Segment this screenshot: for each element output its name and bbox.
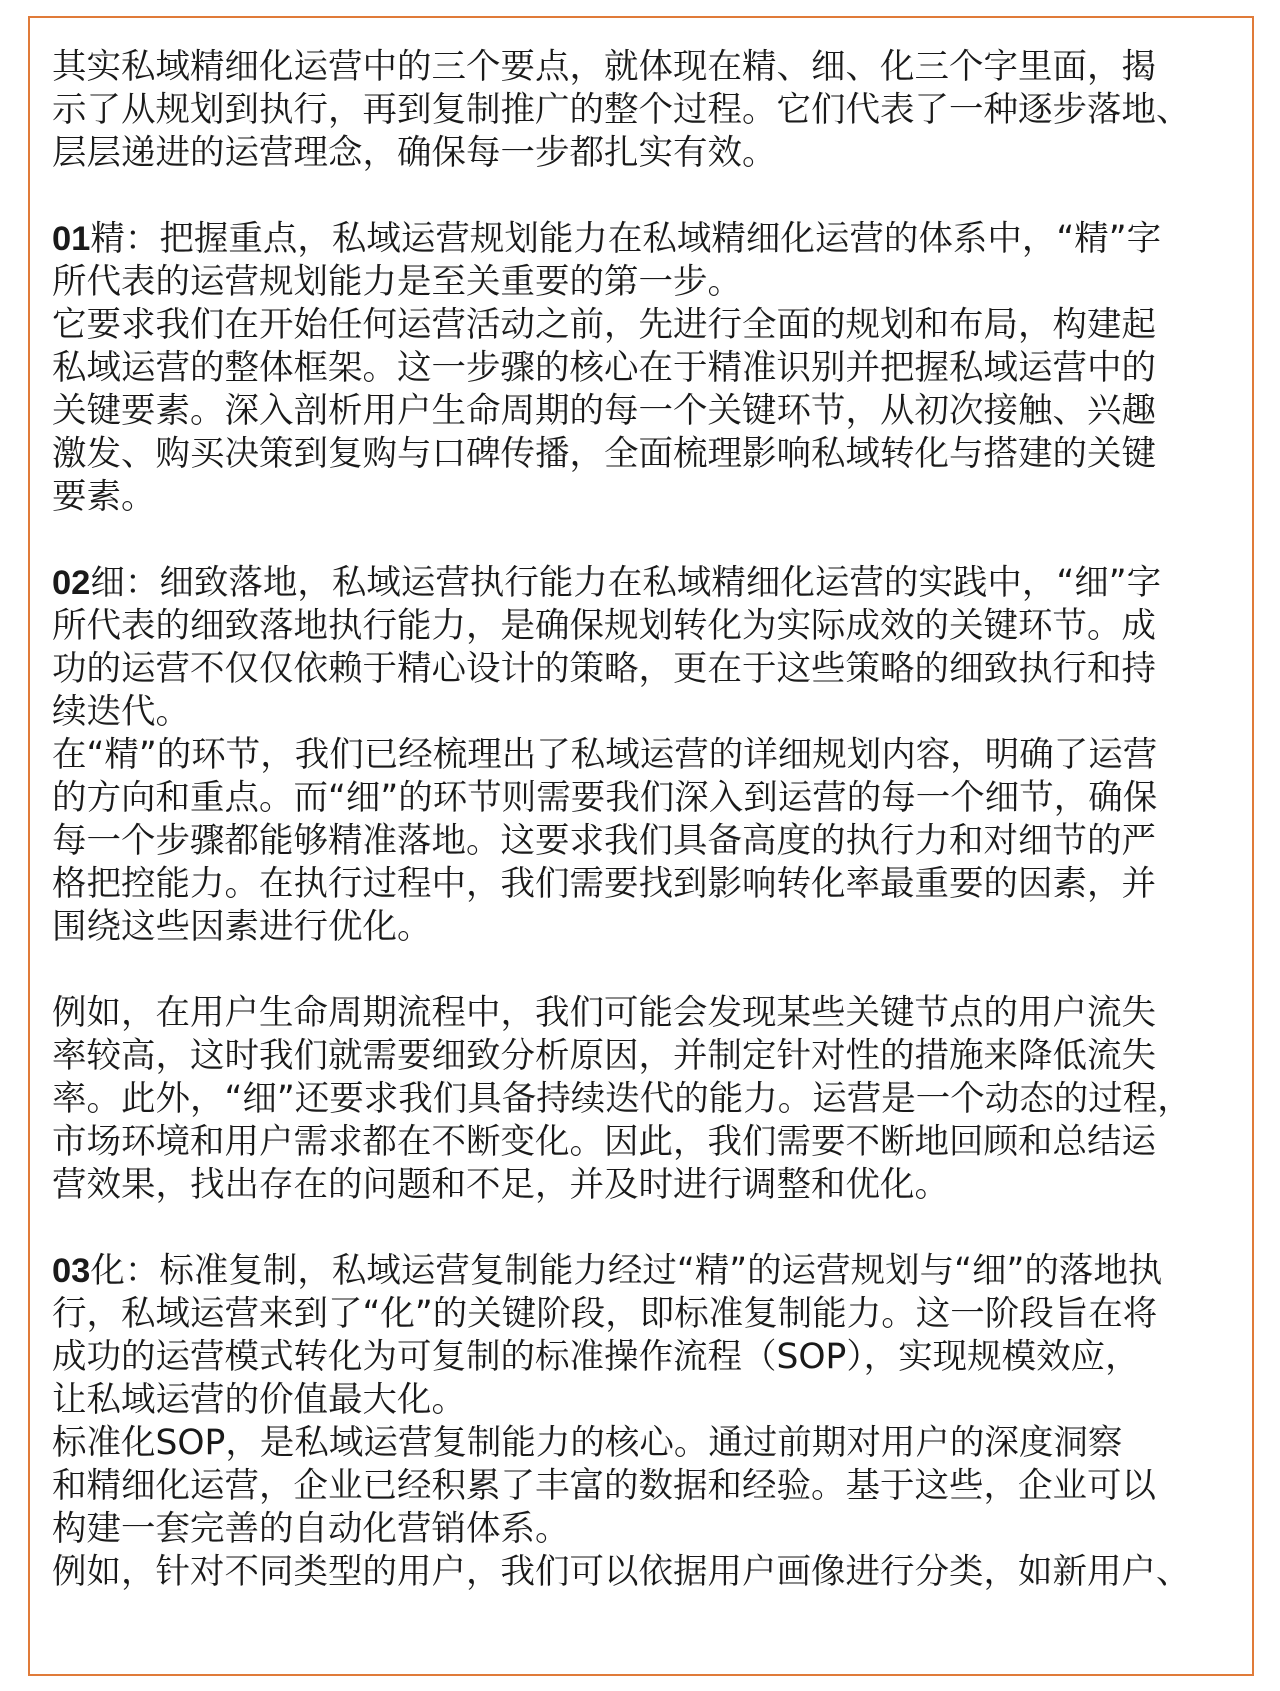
section-03-number: 03	[52, 1252, 91, 1290]
paragraph-gap	[52, 949, 1254, 992]
section-02-title-text: 细：细致落地，私域运营执行能力在私域精细化运营的实践中，“细”字	[90, 563, 1162, 603]
section-02-line: 每一个步骤都能够精准落地。这要求我们具备高度的执行力和对细节的严	[52, 821, 1156, 861]
section-02-line: 格把控能力。在执行过程中，我们需要找到影响转化率最重要的因素，并	[52, 864, 1156, 904]
section-02-line: 功的运营不仅仅依赖于精心设计的策略，更在于这些策略的细致执行和持	[52, 649, 1156, 689]
section-03-line: 例如，针对不同类型的用户，我们可以依据用户画像进行分类，如新用户、	[52, 1552, 1191, 1592]
section-03-line: 和精细化运营，企业已经积累了丰富的数据和经验。基于这些，企业可以	[52, 1466, 1156, 1506]
section-02-heading-line	[52, 562, 1254, 605]
intro-line: 示了从规划到执行，再到复制推广的整个过程。它们代表了一种逐步落地、	[52, 90, 1191, 130]
section-01-line: 私域运营的整体框架。这一步骤的核心在于精准识别并把握私域运营中的	[52, 348, 1156, 388]
section-01-line: 它要求我们在开始任何运营活动之前，先进行全面的规划和布局，构建起	[52, 305, 1156, 345]
intro-line: 其实私域精细化运营中的三个要点，就体现在精、细、化三个字里面，揭	[52, 47, 1156, 87]
paragraph-gap	[52, 519, 1254, 562]
example-line: 率较高，这时我们就需要细致分析原因，并制定针对性的措施来降低流失	[52, 1036, 1156, 1076]
section-01-title-text: 精：把握重点，私域运营规划能力在私域精细化运营的体系中，“精”字	[90, 219, 1162, 259]
section-01-line: 激发、购买决策到复购与口碑传播，全面梳理影响私域转化与搭建的关键	[52, 434, 1156, 474]
section-03-title-text: 化：标准复制，私域运营复制能力经过“精”的运营规划与“细”的落地执	[90, 1251, 1163, 1291]
paragraph-gap	[52, 1207, 1254, 1250]
section-03-line: 行，私域运营来到了“化”的关键阶段，即标准复制能力。这一阶段旨在将	[52, 1294, 1158, 1334]
document-frame	[28, 16, 1254, 1676]
section-02-line: 的方向和重点。而“细”的环节则需要我们深入到运营的每一个细节，确保	[52, 778, 1158, 818]
section-03-line: 成功的运营模式转化为可复制的标准操作流程（SOP），实现规模效应，	[52, 1337, 1140, 1377]
document-body	[52, 46, 1254, 1594]
section-01-number: 01	[52, 220, 91, 258]
example-line: 率。此外，“细”还要求我们具备持续迭代的能力。运营是一个动态的过程，	[52, 1079, 1192, 1119]
section-01-line: 关键要素。深入剖析用户生命周期的每一个关键环节，从初次接触、兴趣	[52, 391, 1156, 431]
section-01-heading-line	[52, 218, 1254, 261]
section-01-line: 所代表的运营规划能力是至关重要的第一步。	[52, 262, 742, 302]
section-01-line: 要素。	[52, 477, 156, 517]
section-03-heading-line	[52, 1250, 1254, 1293]
section-02-line: 续迭代。	[52, 692, 190, 732]
intro-line: 层层递进的运营理念，确保每一步都扎实有效。	[52, 133, 777, 173]
section-02-line: 所代表的细致落地执行能力，是确保规划转化为实际成效的关键环节。成	[52, 606, 1156, 646]
section-03-line: 构建一套完善的自动化营销体系。	[52, 1509, 570, 1549]
paragraph-gap	[52, 175, 1254, 218]
example-line: 市场环境和用户需求都在不断变化。因此，我们需要不断地回顾和总结运	[52, 1122, 1156, 1162]
example-line: 例如，在用户生命周期流程中，我们可能会发现某些关键节点的用户流失	[52, 993, 1156, 1033]
section-03-line: 让私域运营的价值最大化。	[52, 1380, 466, 1420]
section-02-line: 围绕这些因素进行优化。	[52, 907, 432, 947]
section-02-number: 02	[52, 564, 91, 602]
example-line: 营效果，找出存在的问题和不足，并及时进行调整和优化。	[52, 1165, 949, 1205]
section-03-line: 标准化SOP，是私域运营复制能力的核心。通过前期对用户的深度洞察	[52, 1423, 1123, 1463]
section-02-line: 在“精”的环节，我们已经梳理出了私域运营的详细规划内容，明确了运营	[52, 735, 1158, 775]
